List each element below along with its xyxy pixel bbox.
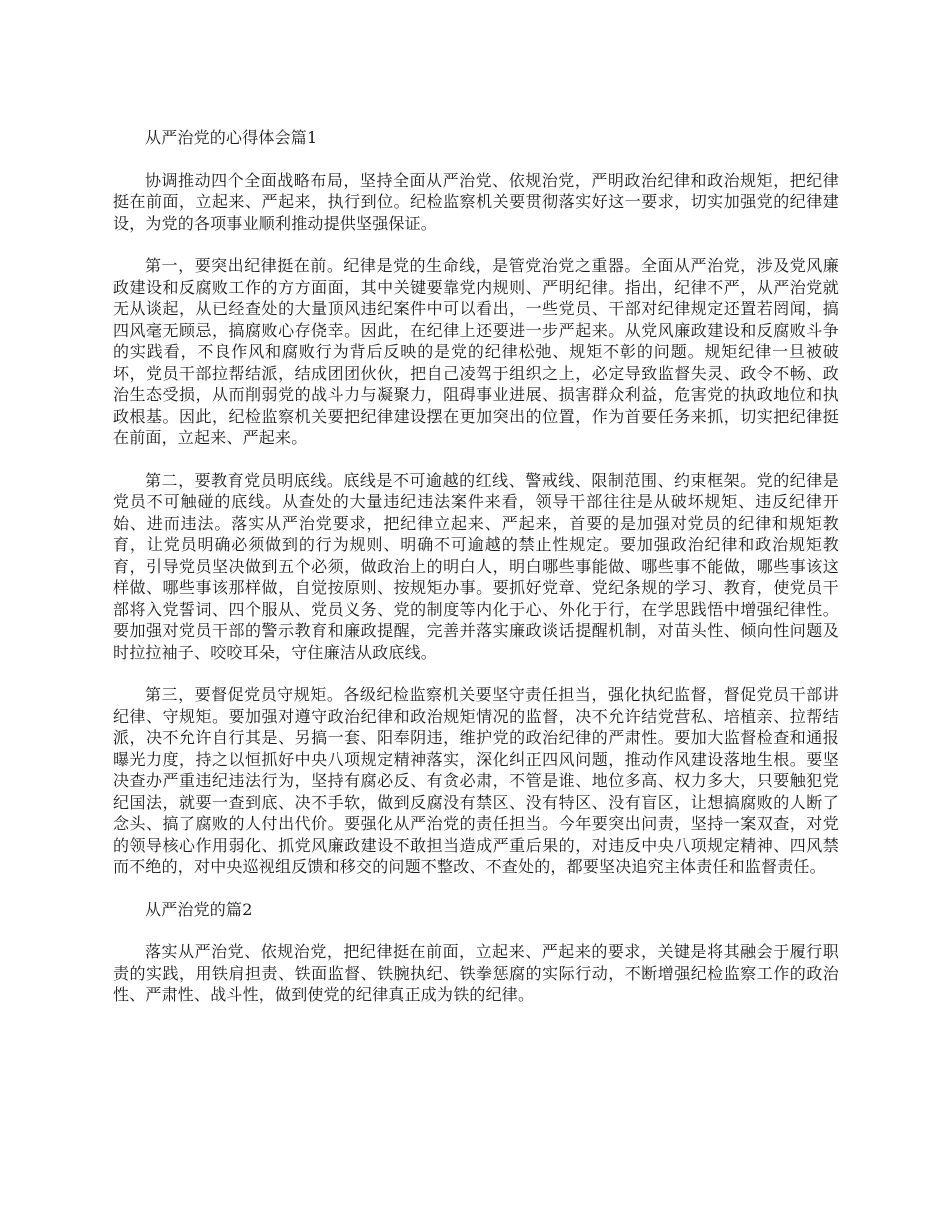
paragraph: 第三，要督促党员守规矩。各级纪检监察机关要坚守责任担当，强化执纪监督，督促党员干部讲纪律、守规矩。要加强对遵守政治纪律和政治规矩情况的监督，决不允许结党营私、培植亲、拉帮结派，决不允许自行其是、另搞一套、阳奉阴违，维护党的政治纪律的严肃性。要加大监督检查和通报曝光力度，持之以恒抓好中央八项规定精神落实，深化纠正四风问题，推动作风建设落地生根。要坚决查办严重违纪违法行为，坚持有腐必反、有贪必肃，不管是谁、地位多高、权力多大，只要触犯党纪国法，就要一查到底、决不手软，做到反腐没有禁区、没有特区、没有盲区，让想搞腐败的人断了念头、搞了腐败的人付出代价。要强化从严治党的责任担当。今年要突出问责，坚持一案双查，对党的领导核心作用弱化、抓党风廉政建设不敢担当造成严重后果的，对违反中央八项规定精神、四风禁而不绝的，对中央巡视组反馈和移交的问题不整改、不查处的，都要坚决追究主体责任和监督责任。 <box>113 685 839 876</box>
section-1 <box>113 127 839 878</box>
paragraph: 落实从严治党、依规治党，把纪律挺在前面，立起来、严起来的要求，关键是将其融会于履行职责的实践，用铁肩担责、铁面监督、铁腕执纪、铁拳惩腐的实际行动，不断增强纪检监察工作的政治性、严肃性、战斗性，做到使党的纪律真正成为铁的纪律。 <box>113 942 839 1004</box>
section-2 <box>113 899 839 1006</box>
paragraph: 协调推动四个全面战略布局，坚持全面从严治党、依规治党，严明政治纪律和政治规矩，把纪律挺在前面，立起来、严起来，执行到位。纪检监察机关要贯彻落实好这一要求，切实加强党的纪律建设，为党的各项事业顺利推动提供坚强保证。 <box>113 170 839 233</box>
paragraph: 第一，要突出纪律挺在前。纪律是党的生命线，是管党治党之重器。全面从严治党，涉及党风廉政建设和反腐败工作的方方面面，其中关键要靠党内规则、严明纪律。指出，纪律不严，从严治党就无从谈起，从已经查处的大量顶风违纪案件中可以看出，一些党员、干部对纪律规定还置若罔闻，搞四风毫无顾忌，搞腐败心存侥幸。因此，在纪律上还要进一步严起来。从党风廉政建设和反腐败斗争的实践看，不良作风和腐败行为背后反映的是党的纪律松弛、规矩不彰的问题。规矩纪律一旦被破坏，党员干部拉帮结派，结成团团伙伙，把自己凌驾于组织之上，必定导致监督失灵、政令不畅、政治生态受损，从而削弱党的战斗力与凝聚力，阻碍事业进展、损害群众利益，危害党的执政地位和执政根基。因此，纪检监察机关要把纪律建设摆在更加突出的位置，作为首要任务来抓，切实把纪律挺在前面，立起来、严起来。 <box>113 256 839 447</box>
document-body <box>113 127 839 1027</box>
paragraph: 第二，要教育党员明底线。底线是不可逾越的红线、警戒线、限制范围、约束框架。党的纪律是党员不可触碰的底线。从查处的大量违纪违法案件来看，领导干部往往是从破坏规矩、违反纪律开始、进而违法。落实从严治党要求，把纪律立起来、严起来，首要的是加强对党员的纪律和规矩教育，让党员明确必须做到的行为规则、明确不可逾越的禁止性规定。要加强政治纪律和政治规矩教育，引导党员坚决做到五个必须，做政治上的明白人，明白哪些事能做、哪些事不能做，哪些事该这样做、哪些事该那样做，自觉按原则、按规矩办事。要抓好党章、党纪条规的学习、教育，使党员干部将入党誓词、四个服从、党员义务、党的制度等内化于心、外化于行，在学思践悟中增强纪律性。要加强对党员干部的警示教育和廉政提醒，完善并落实廉政谈话提醒机制，对苗头性、倾向性问题及时拉拉袖子、咬咬耳朵，守住廉洁从政底线。 <box>113 470 839 662</box>
section-heading: 从严治党的心得体会篇1 <box>145 128 318 147</box>
section-heading: 从严治党的篇2 <box>145 899 253 919</box>
